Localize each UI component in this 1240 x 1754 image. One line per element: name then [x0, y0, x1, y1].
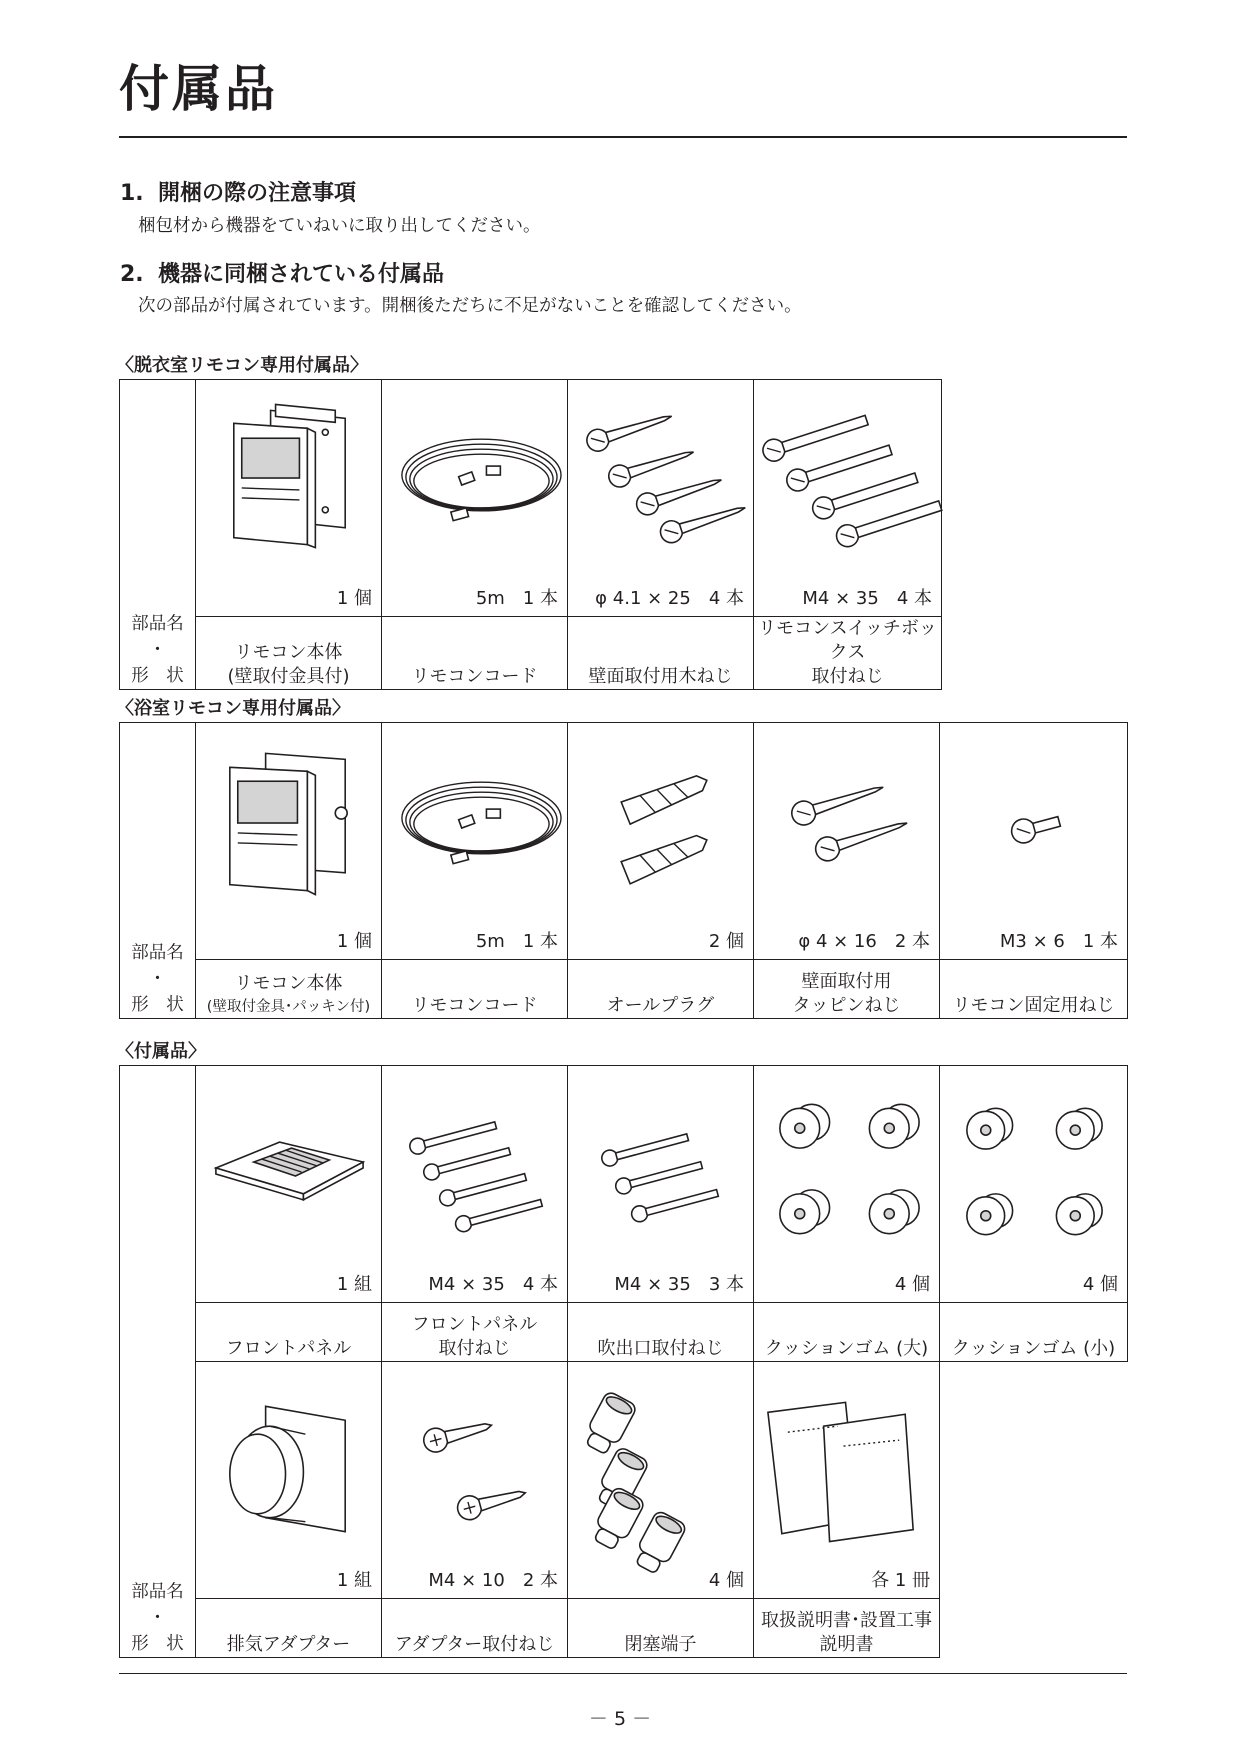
exhaust-adapter-icon — [196, 1362, 381, 1567]
title-divider — [119, 136, 1127, 138]
section-2-title: 機器に同梱されている付属品 — [158, 262, 445, 287]
cushion-rubber-large-icon — [754, 1066, 939, 1271]
empty-cell — [940, 1362, 1128, 1658]
remote-control-icon — [196, 723, 381, 928]
small-screw-icon — [940, 723, 1127, 928]
header-cell — [120, 1066, 196, 1658]
remote-cord-icon — [382, 380, 567, 585]
item-name-line: リモコン本体 — [234, 642, 343, 663]
item-cell — [754, 723, 940, 960]
quantity: 1 個 — [336, 931, 372, 952]
header-line-1: 部品名 — [131, 1582, 184, 1602]
section-2-heading — [120, 257, 444, 288]
item-cell — [940, 1066, 1128, 1303]
item-name-line: リモコンコード — [411, 666, 538, 687]
quantity: M4 × 35 4 本 — [428, 1274, 558, 1295]
header-line-3: 形 状 — [131, 995, 184, 1015]
item-cell — [940, 723, 1128, 960]
panel-screw-icon — [382, 1066, 567, 1271]
table-dressing-room-remote — [119, 379, 942, 690]
header-line-3: 形 状 — [131, 1634, 184, 1654]
item-cell — [196, 1362, 382, 1599]
item-name — [196, 960, 382, 1019]
item-name-line: リモコン固定用ねじ — [952, 995, 1115, 1016]
item-name-line: (壁取付金具付) — [227, 666, 350, 687]
header-line-1: 部品名 — [131, 943, 184, 963]
item-name-line: フロントパネル — [225, 1338, 352, 1359]
header-line-2: ・ — [148, 640, 167, 660]
header-cell — [120, 380, 196, 690]
quantity: 1 組 — [336, 1570, 372, 1591]
long-screw-icon — [754, 380, 941, 585]
item-name — [382, 617, 568, 690]
item-name-line: 取扱説明書･設置工事説明書 — [761, 1610, 932, 1655]
item-name-line: リモコンコード — [411, 995, 538, 1016]
quantity: 5m 1 本 — [475, 931, 558, 952]
item-cell — [196, 380, 382, 617]
quantity: φ 4.1 × 25 4 本 — [595, 588, 744, 609]
item-name — [754, 1599, 940, 1658]
item-cell — [568, 723, 754, 960]
header-line-2: ・ — [148, 969, 167, 989]
quantity: 1 個 — [336, 588, 372, 609]
manual-booklet-icon — [754, 1362, 939, 1567]
item-name — [568, 1599, 754, 1658]
tapping-screw-icon — [754, 723, 939, 928]
item-name-line: クッションゴム (大) — [764, 1338, 929, 1359]
quantity: 4 個 — [894, 1274, 930, 1295]
table-1-label: 〈脱衣室リモコン専用付属品〉 — [116, 355, 368, 376]
quantity: M4 × 35 3 本 — [614, 1274, 744, 1295]
quantity: M3 × 6 1 本 — [999, 931, 1118, 952]
header-line-3: 形 状 — [131, 666, 184, 686]
item-name — [568, 1303, 754, 1362]
item-name-line: 取付ねじ — [438, 1338, 511, 1359]
item-name-line: 閉塞端子 — [624, 1634, 697, 1655]
section-1-text: 梱包材から機器をていねいに取り出してください。 — [138, 216, 541, 236]
quantity: 2 個 — [708, 931, 744, 952]
item-name — [754, 960, 940, 1019]
quantity: 5m 1 本 — [475, 588, 558, 609]
item-cell — [568, 1362, 754, 1599]
table-accessories — [119, 1065, 1128, 1658]
item-name — [754, 617, 942, 690]
item-cell — [382, 380, 568, 617]
wall-plug-icon — [568, 723, 753, 928]
table-2-label: 〈浴室リモコン専用付属品〉 — [116, 698, 350, 719]
item-name-line: 壁面取付用木ねじ — [588, 666, 733, 687]
item-cell — [754, 1362, 940, 1599]
item-cell — [568, 380, 754, 617]
item-cell — [754, 380, 942, 617]
table-3-label: 〈付属品〉 — [116, 1041, 206, 1062]
item-name — [940, 960, 1128, 1019]
item-name — [196, 1303, 382, 1362]
item-name — [382, 1599, 568, 1658]
item-name-line: アダプター取付ねじ — [394, 1634, 555, 1655]
cushion-rubber-small-icon — [940, 1066, 1127, 1271]
wood-screw-icon — [568, 380, 753, 585]
item-name-line: (壁取付金具･パッキン付) — [206, 999, 371, 1015]
item-name-line: 取付ねじ — [811, 666, 884, 687]
front-panel-icon — [196, 1066, 381, 1271]
adapter-screw-icon — [382, 1362, 567, 1567]
page-number: － 5 － — [588, 1708, 652, 1730]
item-name-line: 壁面取付用 — [801, 971, 892, 992]
page-title: 付属品 — [119, 60, 278, 118]
item-name — [568, 960, 754, 1019]
item-cell — [382, 723, 568, 960]
section-1-number: 1. — [120, 181, 144, 206]
closed-end-connector-icon — [568, 1362, 753, 1567]
item-name — [382, 1303, 568, 1362]
item-cell — [382, 1066, 568, 1303]
item-cell — [382, 1362, 568, 1599]
item-name — [940, 1303, 1128, 1362]
quantity: M4 × 35 4 本 — [802, 588, 932, 609]
item-name — [754, 1303, 940, 1362]
section-2-number: 2. — [120, 262, 144, 287]
footer-divider — [119, 1673, 1127, 1674]
quantity: 1 組 — [336, 1274, 372, 1295]
item-name-line: フロントパネル — [411, 1314, 538, 1335]
item-cell — [568, 1066, 754, 1303]
quantity: 4 個 — [1082, 1274, 1118, 1295]
item-name-line: クッションゴム (小) — [951, 1338, 1116, 1359]
header-line-1: 部品名 — [131, 614, 184, 634]
item-name-line: 排気アダプター — [226, 1634, 351, 1655]
remote-cord-icon — [382, 723, 567, 928]
header-cell — [120, 723, 196, 1019]
quantity: 4 個 — [708, 1570, 744, 1591]
header-line-2: ・ — [148, 1608, 167, 1628]
item-cell — [196, 1066, 382, 1303]
outlet-screw-icon — [568, 1066, 753, 1271]
item-cell — [196, 723, 382, 960]
section-1-heading — [120, 176, 356, 207]
item-name-line: オールプラグ — [606, 995, 715, 1016]
item-name — [196, 1599, 382, 1658]
table-bathroom-remote — [119, 722, 1128, 1019]
item-name — [196, 617, 382, 690]
quantity: M4 × 10 2 本 — [428, 1570, 558, 1591]
item-name-line: 吹出口取付ねじ — [597, 1338, 724, 1359]
item-cell — [754, 1066, 940, 1303]
item-name-line: タッピンねじ — [792, 995, 901, 1016]
item-name-line: リモコン本体 — [234, 973, 343, 994]
section-2-text: 次の部品が付属されています。開梱後ただちに不足がないことを確認してください。 — [138, 296, 802, 316]
section-1-title: 開梱の際の注意事項 — [158, 181, 357, 206]
quantity: 各 1 冊 — [871, 1570, 930, 1591]
item-name — [382, 960, 568, 1019]
quantity: φ 4 × 16 2 本 — [798, 931, 930, 952]
item-name — [568, 617, 754, 690]
item-name-line: リモコンスイッチボックス — [758, 618, 937, 663]
remote-control-icon — [196, 380, 381, 585]
